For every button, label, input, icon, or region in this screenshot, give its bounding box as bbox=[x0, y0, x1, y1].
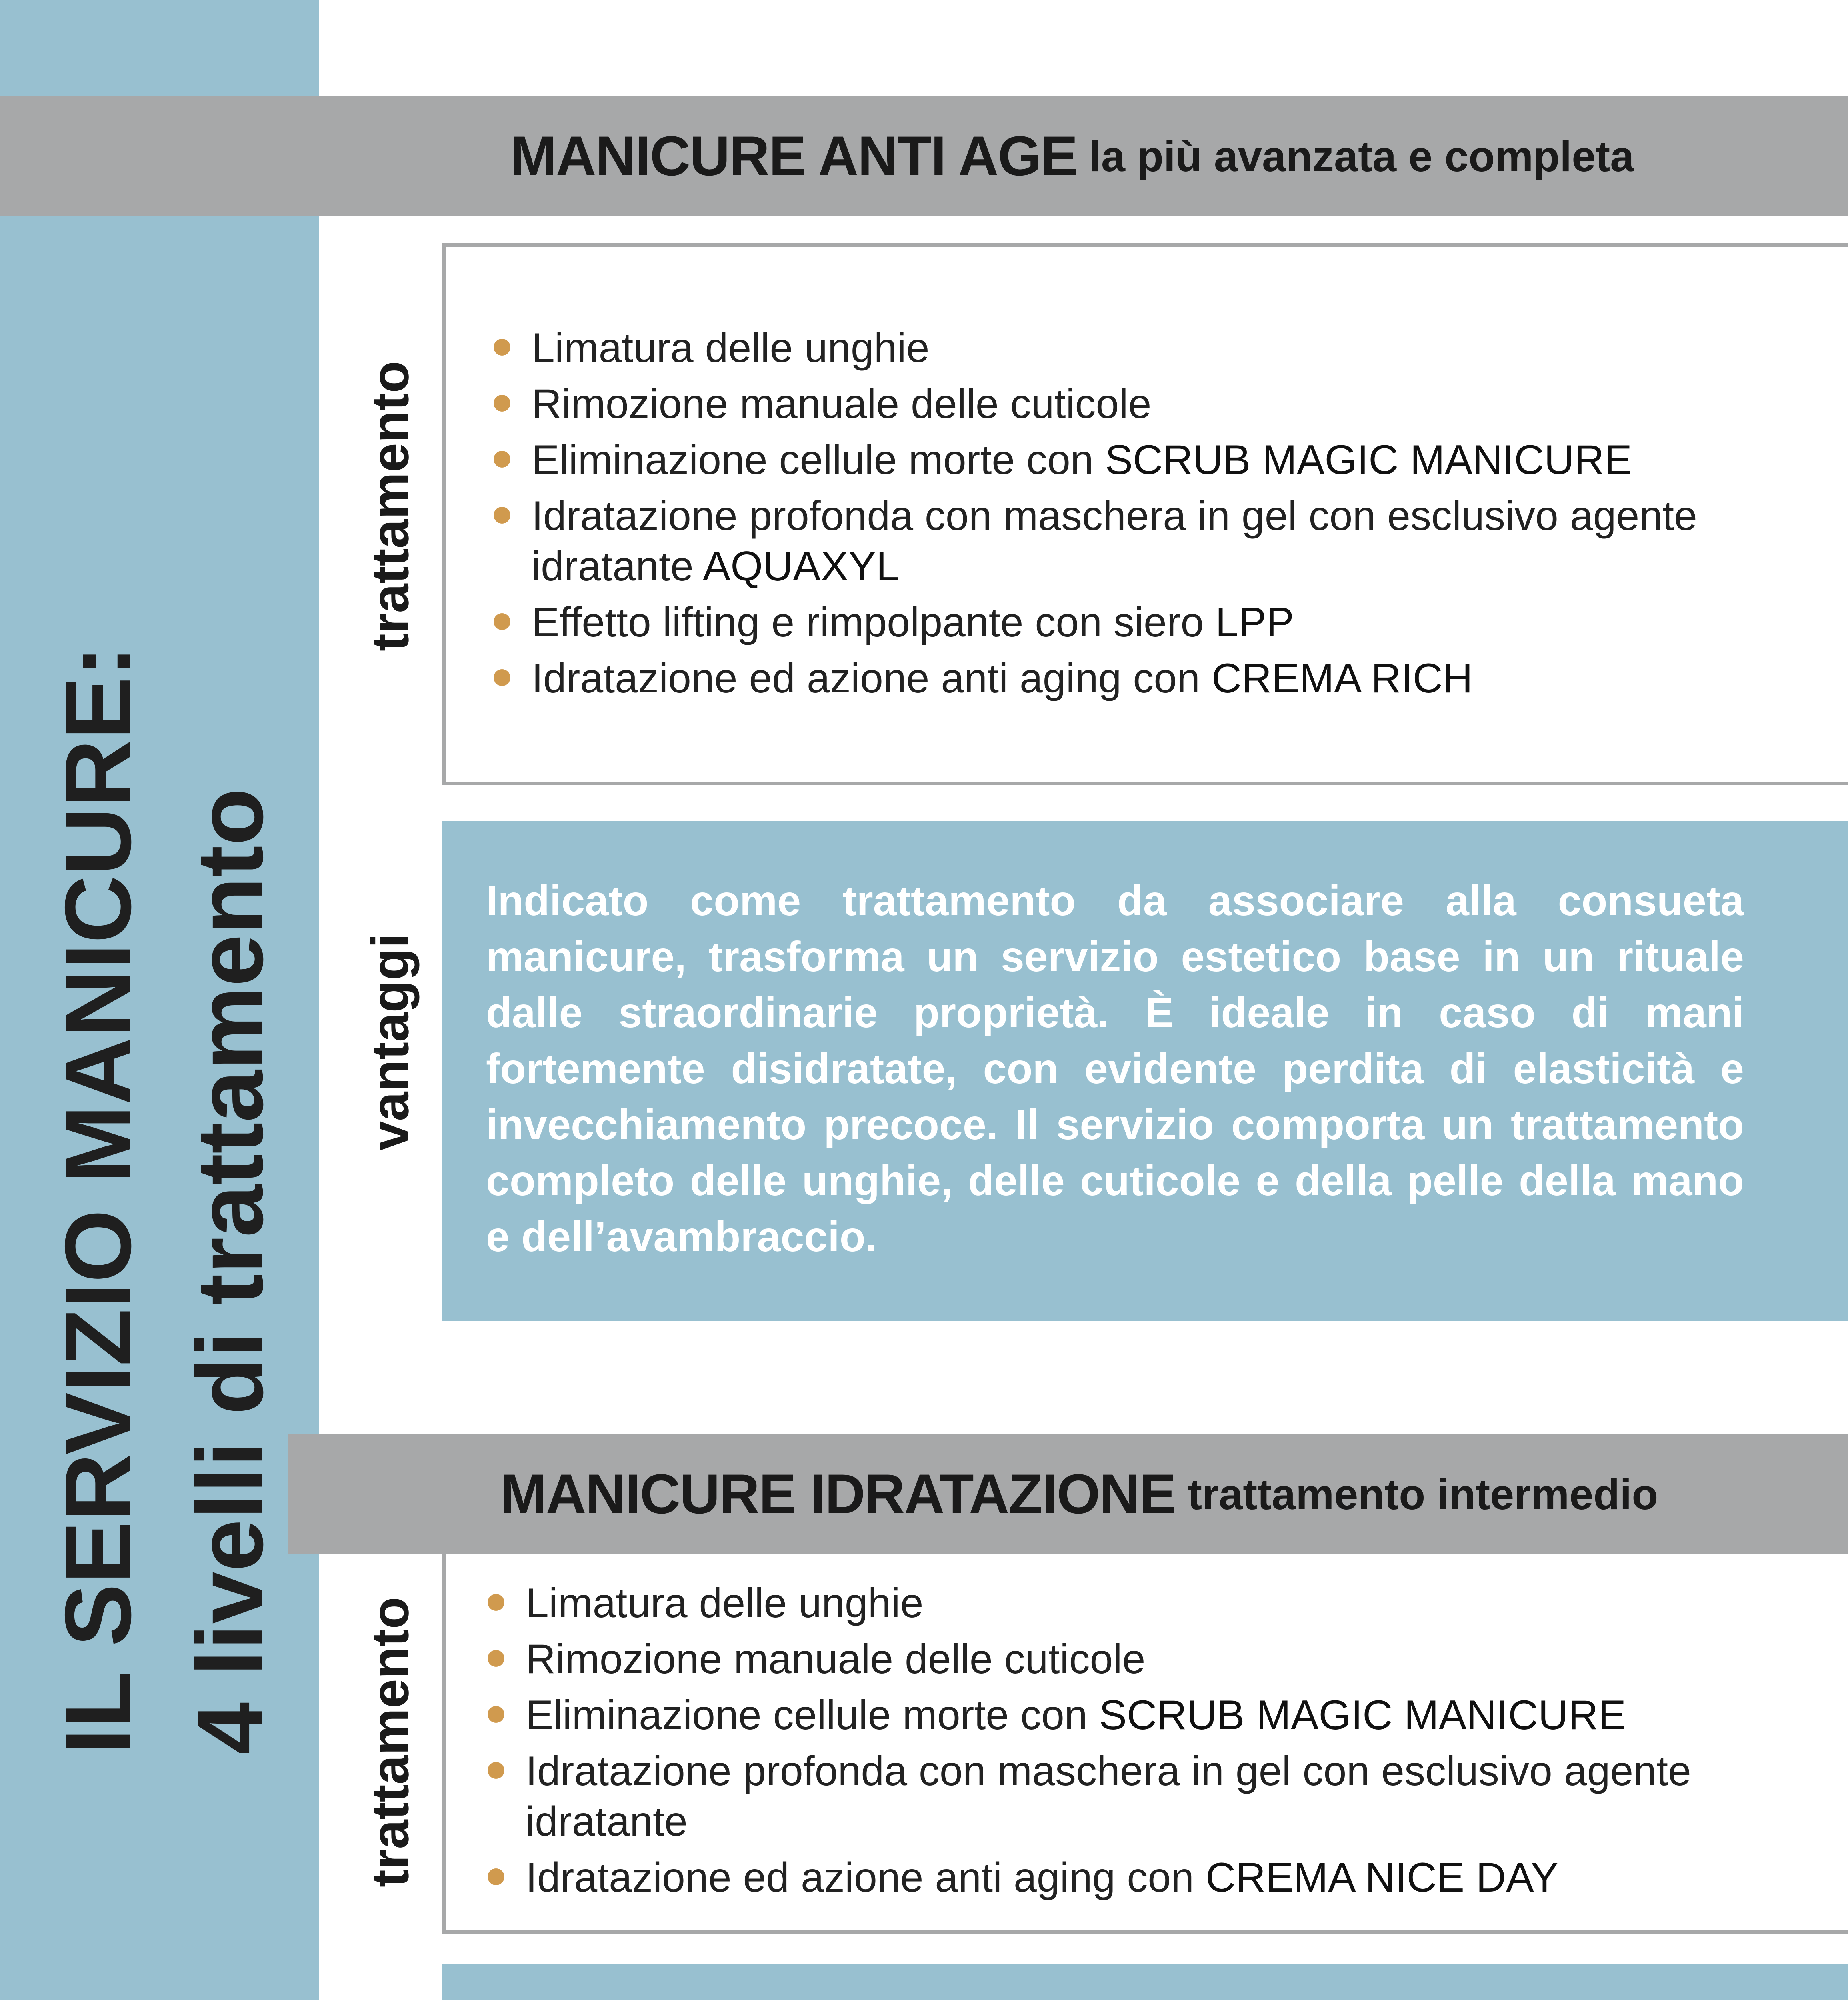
side-title bbox=[32, 646, 296, 1754]
list-item: Idratazione profonda con maschera in gel con esclusivo agente idratante bbox=[488, 1746, 1740, 1847]
section-1-benefits-box bbox=[442, 821, 1848, 1321]
side-title-line2: 4 livelli di trattamento bbox=[177, 788, 282, 1755]
list-item: Idratazione ed azione anti aging con CREMA RICH bbox=[494, 653, 1764, 704]
list-item: Idratazione profonda con maschera in gel con esclusivo agente idratante AQUAXYL bbox=[494, 491, 1764, 592]
side-title-line1: IL SERVIZIO MANICURE: bbox=[45, 645, 150, 1755]
section-2-title: MANICURE IDRATAZIONE bbox=[500, 1462, 1176, 1525]
section-2-treatment-label: trattamento bbox=[360, 1596, 420, 1888]
section-1-treatment-list bbox=[494, 323, 1764, 704]
section-2-benefits-box bbox=[442, 1964, 1848, 2000]
section-1-header bbox=[0, 96, 1848, 216]
list-item: Effetto lifting e rimpolpante con siero LPP bbox=[494, 597, 1764, 648]
section-2-treatment-list bbox=[488, 1578, 1740, 1903]
list-item: Limatura delle unghie bbox=[488, 1578, 1740, 1628]
section-1-benefits-label: vantaggi bbox=[360, 933, 420, 1151]
list-item: Limatura delle unghie bbox=[494, 323, 1764, 373]
list-item: Eliminazione cellule morte con SCRUB MAGIC MANICURE bbox=[494, 435, 1764, 485]
section-2-header bbox=[288, 1434, 1848, 1554]
list-item: Rimozione manuale delle cuticole bbox=[494, 379, 1764, 429]
section-2-subtitle: trattamento intermedio bbox=[1188, 1470, 1658, 1518]
section-1-subtitle: la più avanzata e completa bbox=[1089, 132, 1634, 180]
section-2-treatment-box bbox=[442, 1554, 1848, 1934]
list-item: Rimozione manuale delle cuticole bbox=[488, 1634, 1740, 1684]
list-item: Eliminazione cellule morte con SCRUB MAGIC MANICURE bbox=[488, 1690, 1740, 1740]
section-1-treatment-box bbox=[442, 243, 1848, 785]
section-1-benefits-text: Indicato come trattamento da associare alla consueta manicure, trasforma un servizio estetico base in un rituale dalle straordinarie proprietà. È ideale in caso di mani fortemente disidratate, con evidente perdita di elasticità e invecchiamento precoce. Il servizio comporta un trattamento completo delle unghie, delle cuticole e della pelle della mano e dell’avambraccio. bbox=[486, 877, 1744, 1260]
section-1-title: MANICURE ANTI AGE bbox=[510, 124, 1077, 187]
list-item: Idratazione ed azione anti aging con CREMA NICE DAY bbox=[488, 1852, 1740, 1903]
section-1-treatment-label: trattamento bbox=[360, 360, 420, 652]
